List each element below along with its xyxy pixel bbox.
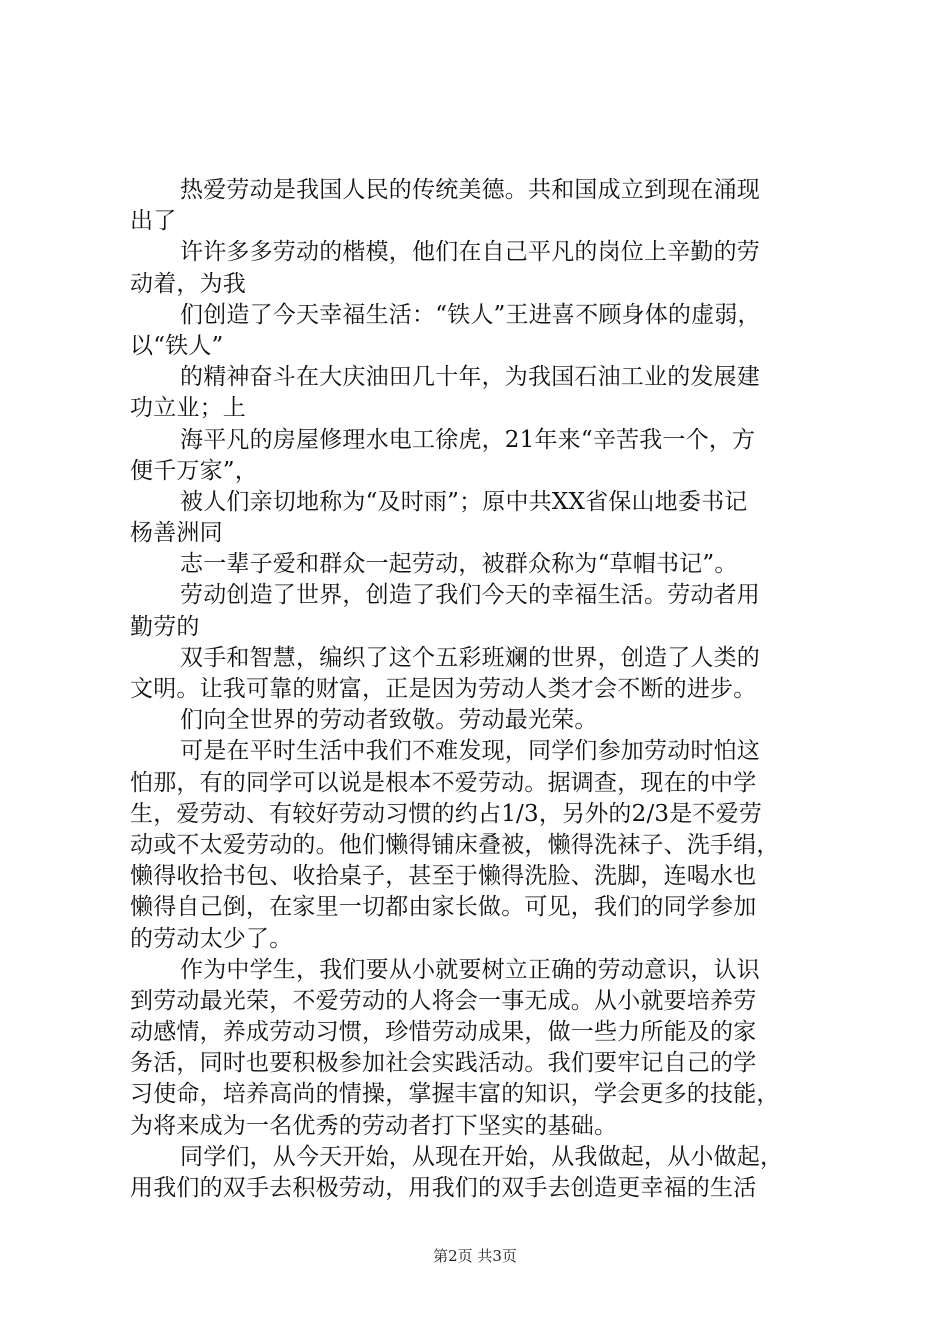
text-line: 出了 <box>130 208 177 235</box>
text-line: 以“铁人” <box>130 332 224 359</box>
text-line: 务活，同时也要积极参加社会实践活动。我们要牢记自己的学 <box>130 1050 757 1077</box>
text-line: 动或不太爱劳动的。他们懒得铺床叠被，懒得洗袜子、洗手绢， <box>130 831 780 858</box>
text-line: 文明。让我可靠的财富，正是因为劳动人类才会不断的进步。 <box>130 676 757 702</box>
text-line: 的精神奋斗在大庆油田几十年，为我国石油工业的发展建 <box>180 364 760 391</box>
text-line: 热爱劳动是我国人民的传统美德。共和国成立到现在涌现 <box>180 177 760 203</box>
text-line: 懒得收拾书包、收拾桌子，甚至于懒得洗脸、洗脚，连喝水也 <box>130 863 757 890</box>
text-line: 用我们的双手去积极劳动，用我们的双手去创造更幸福的生活 <box>130 1175 757 1201</box>
text-line: 作为中学生，我们要从小就要树立正确的劳动意识，认识 <box>180 956 760 983</box>
text-line: 海平凡的房屋修理水电工徐虎，21年来“辛苦我一个，方 <box>180 426 756 453</box>
text-line: 生，爱劳动、有较好劳动习惯的约占1/3，另外的2/3是不爱劳 <box>130 800 763 827</box>
text-line: 杨善洲同 <box>130 520 223 547</box>
body-text <box>130 175 830 1204</box>
text-line: 懒得自己倒，在家里一切都由家长做。可见，我们的同学参加 <box>130 894 757 921</box>
text-line: 志一辈子爱和群众一起劳动，被群众称为“草帽书记”。 <box>180 551 738 578</box>
text-line: 的劳动太少了。 <box>130 925 293 952</box>
text-line: 功立业；上 <box>130 395 246 422</box>
page-footer: 第2页 共3页 <box>433 1247 517 1265</box>
text-line: 可是在平时生活中我们不难发现，同学们参加劳动时怕这 <box>180 738 760 765</box>
text-line: 被人们亲切地称为“及时雨”；原中共XX省保山地委书记 <box>180 488 748 515</box>
text-line: 勤劳的 <box>130 613 200 640</box>
text-line: 怕那，有的同学可以说是根本不爱劳动。据调查，现在的中学 <box>130 769 757 796</box>
text-line: 动着，为我 <box>130 270 246 297</box>
text-line: 双手和智慧，编织了这个五彩班斓的世界，创造了人类的 <box>180 644 760 671</box>
text-line: 动感情，养成劳动习惯，珍惜劳动成果，做一些力所能及的家 <box>130 1019 757 1046</box>
text-line: 许许多多劳动的楷模，他们在自己平凡的岗位上辛勤的劳 <box>180 239 760 266</box>
text-line: 便千万家”， <box>130 457 258 484</box>
text-line: 到劳动最光荣，不爱劳动的人将会一事无成。从小就要培养劳 <box>130 987 757 1014</box>
text-line: 们创造了今天幸福生活：“铁人”王进喜不顾身体的虚弱， <box>180 301 761 328</box>
text-line: 们向全世界的劳动者致敬。劳动最光荣。 <box>180 707 598 734</box>
text-line: 习使命，培养高尚的情操，掌握丰富的知识，学会更多的技能， <box>130 1081 780 1108</box>
text-line: 劳动创造了世界，创造了我们今天的幸福生活。劳动者用 <box>180 582 760 609</box>
text-line: 为将来成为一名优秀的劳动者打下坚实的基础。 <box>130 1112 618 1139</box>
text-line: 同学们，从今天开始，从现在开始，从我做起，从小做起， <box>180 1143 784 1170</box>
